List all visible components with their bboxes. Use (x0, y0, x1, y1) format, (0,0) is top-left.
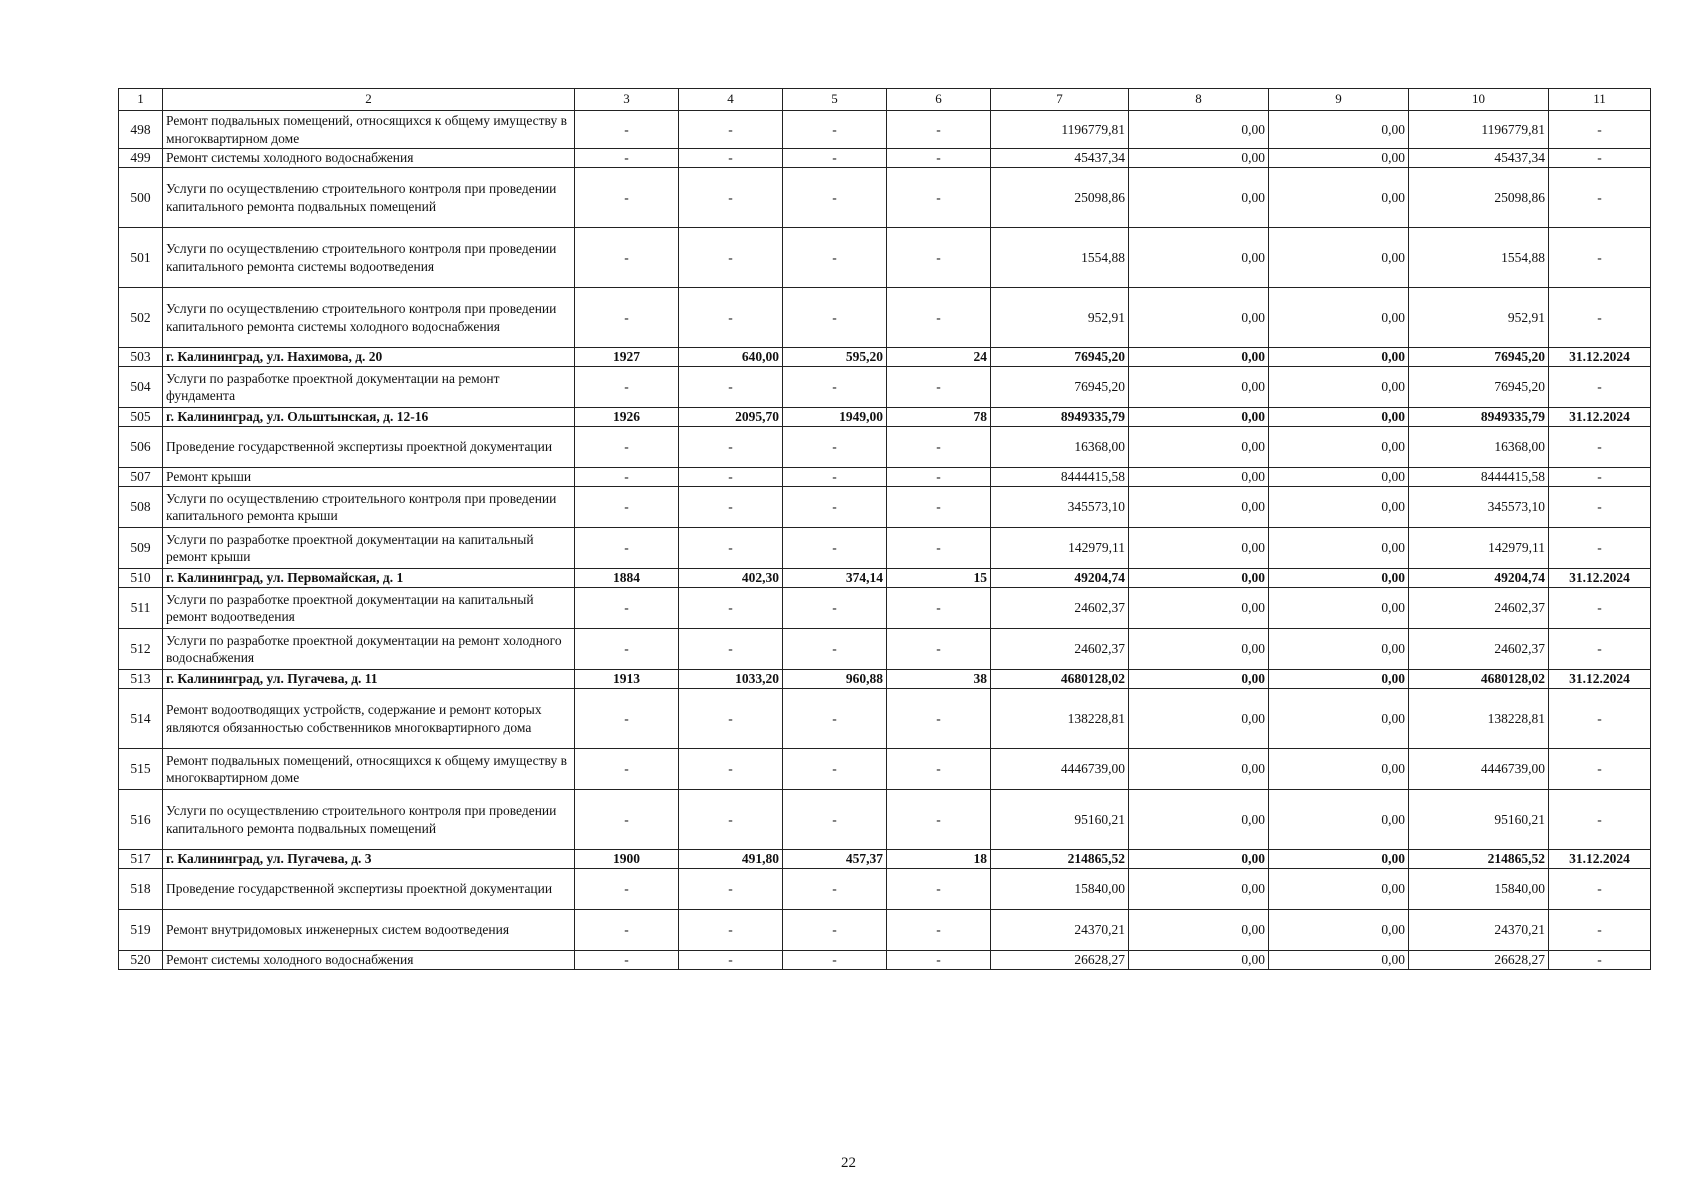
col6-value: - (887, 629, 991, 670)
col3-value: - (575, 111, 679, 149)
row-number: 519 (119, 910, 163, 951)
col3-value: - (575, 951, 679, 970)
col8-value: 0,00 (1129, 869, 1269, 910)
col8-value: 0,00 (1129, 367, 1269, 408)
table-row (119, 427, 1651, 468)
col9-value: 0,00 (1269, 288, 1409, 348)
col10-value: 95160,21 (1409, 790, 1549, 850)
col3-value: 1884 (575, 569, 679, 588)
col6-value: - (887, 689, 991, 749)
col6-value: - (887, 790, 991, 850)
row-number: 510 (119, 569, 163, 588)
col3-value: - (575, 910, 679, 951)
col6-value: - (887, 910, 991, 951)
col4-value: - (679, 427, 783, 468)
row-number: 498 (119, 111, 163, 149)
column-header: 9 (1269, 89, 1409, 111)
col6-value: - (887, 749, 991, 790)
col6-value: - (887, 951, 991, 970)
row-number: 509 (119, 528, 163, 569)
col10-value: 16368,00 (1409, 427, 1549, 468)
col4-value: - (679, 869, 783, 910)
col7-value: 24602,37 (991, 629, 1129, 670)
col10-value: 214865,52 (1409, 850, 1549, 869)
col7-value: 16368,00 (991, 427, 1129, 468)
col5-value: - (783, 588, 887, 629)
col7-value: 345573,10 (991, 487, 1129, 528)
table-row (119, 629, 1651, 670)
col8-value: 0,00 (1129, 408, 1269, 427)
col4-value: - (679, 111, 783, 149)
work-description: Проведение государственной экспертизы проектной документации (163, 427, 575, 468)
col6-value: 24 (887, 348, 991, 367)
col3-value: - (575, 288, 679, 348)
col10-value: 345573,10 (1409, 487, 1549, 528)
col6-value: - (887, 168, 991, 228)
col11-value: - (1549, 168, 1651, 228)
work-description: Услуги по разработке проектной документации на ремонт холодного водоснабжения (163, 629, 575, 670)
col9-value: 0,00 (1269, 588, 1409, 629)
col7-value: 15840,00 (991, 869, 1129, 910)
col4-value: - (679, 149, 783, 168)
row-number: 518 (119, 869, 163, 910)
col4-value: - (679, 468, 783, 487)
col4-value: - (679, 168, 783, 228)
col7-value: 4446739,00 (991, 749, 1129, 790)
col4-value: 402,30 (679, 569, 783, 588)
col10-value: 24602,37 (1409, 588, 1549, 629)
col4-value: - (679, 487, 783, 528)
column-header: 4 (679, 89, 783, 111)
table-row (119, 228, 1651, 288)
row-number: 500 (119, 168, 163, 228)
col11-value: - (1549, 588, 1651, 629)
col3-value: - (575, 228, 679, 288)
work-description: Ремонт подвальных помещений, относящихся к общему имуществу в многоквартирном доме (163, 749, 575, 790)
col9-value: 0,00 (1269, 168, 1409, 228)
col11-value: 31.12.2024 (1549, 348, 1651, 367)
col10-value: 49204,74 (1409, 569, 1549, 588)
col7-value: 214865,52 (991, 850, 1129, 869)
col6-value: - (887, 427, 991, 468)
col11-value: - (1549, 468, 1651, 487)
col11-value: - (1549, 111, 1651, 149)
col3-value: - (575, 869, 679, 910)
col6-value: - (887, 487, 991, 528)
col9-value: 0,00 (1269, 850, 1409, 869)
col5-value: 457,37 (783, 850, 887, 869)
col6-value: - (887, 468, 991, 487)
col3-value: - (575, 528, 679, 569)
col8-value: 0,00 (1129, 569, 1269, 588)
col9-value: 0,00 (1269, 569, 1409, 588)
work-description: г. Калининград, ул. Ольштынская, д. 12-16 (163, 408, 575, 427)
col11-value: - (1549, 288, 1651, 348)
col11-value: - (1549, 790, 1651, 850)
col6-value: - (887, 288, 991, 348)
address-row (119, 850, 1651, 869)
col5-value: 960,88 (783, 670, 887, 689)
col7-value: 45437,34 (991, 149, 1129, 168)
work-description: Услуги по осуществлению строительного контроля при проведении капитального ремонта крыши (163, 487, 575, 528)
col7-value: 8444415,58 (991, 468, 1129, 487)
col9-value: 0,00 (1269, 348, 1409, 367)
column-header: 11 (1549, 89, 1651, 111)
row-number: 507 (119, 468, 163, 487)
col9-value: 0,00 (1269, 111, 1409, 149)
col11-value: - (1549, 629, 1651, 670)
col4-value: 2095,70 (679, 408, 783, 427)
col3-value: - (575, 487, 679, 528)
col4-value: - (679, 228, 783, 288)
col9-value: 0,00 (1269, 228, 1409, 288)
col10-value: 952,91 (1409, 288, 1549, 348)
col5-value: - (783, 111, 887, 149)
row-number: 499 (119, 149, 163, 168)
col3-value: - (575, 749, 679, 790)
column-number-header-row (119, 89, 1651, 111)
col7-value: 76945,20 (991, 348, 1129, 367)
col9-value: 0,00 (1269, 468, 1409, 487)
col9-value: 0,00 (1269, 427, 1409, 468)
row-number: 504 (119, 367, 163, 408)
col11-value: - (1549, 228, 1651, 288)
col4-value: - (679, 790, 783, 850)
work-description: г. Калининград, ул. Пугачева, д. 11 (163, 670, 575, 689)
col7-value: 24370,21 (991, 910, 1129, 951)
col6-value: 18 (887, 850, 991, 869)
col8-value: 0,00 (1129, 111, 1269, 149)
row-number: 503 (119, 348, 163, 367)
col9-value: 0,00 (1269, 487, 1409, 528)
table-row (119, 869, 1651, 910)
col9-value: 0,00 (1269, 670, 1409, 689)
col9-value: 0,00 (1269, 629, 1409, 670)
col3-value: - (575, 689, 679, 749)
col11-value: - (1549, 689, 1651, 749)
col8-value: 0,00 (1129, 629, 1269, 670)
row-number: 515 (119, 749, 163, 790)
table-row (119, 689, 1651, 749)
col4-value: - (679, 528, 783, 569)
col3-value: - (575, 468, 679, 487)
col10-value: 25098,86 (1409, 168, 1549, 228)
col9-value: 0,00 (1269, 408, 1409, 427)
col4-value: - (679, 749, 783, 790)
col8-value: 0,00 (1129, 288, 1269, 348)
row-number: 514 (119, 689, 163, 749)
col10-value: 45437,34 (1409, 149, 1549, 168)
col5-value: - (783, 288, 887, 348)
column-header: 3 (575, 89, 679, 111)
col8-value: 0,00 (1129, 588, 1269, 629)
col9-value: 0,00 (1269, 790, 1409, 850)
col5-value: - (783, 228, 887, 288)
col6-value: 15 (887, 569, 991, 588)
col5-value: 374,14 (783, 569, 887, 588)
col8-value: 0,00 (1129, 468, 1269, 487)
col5-value: - (783, 468, 887, 487)
table-body (119, 89, 1651, 970)
column-header: 7 (991, 89, 1129, 111)
col11-value: - (1549, 427, 1651, 468)
row-number: 511 (119, 588, 163, 629)
col6-value: - (887, 111, 991, 149)
col6-value: - (887, 149, 991, 168)
col3-value: - (575, 588, 679, 629)
col9-value: 0,00 (1269, 689, 1409, 749)
column-header: 2 (163, 89, 575, 111)
col7-value: 49204,74 (991, 569, 1129, 588)
work-description: Услуги по разработке проектной документации на капитальный ремонт крыши (163, 528, 575, 569)
col8-value: 0,00 (1129, 951, 1269, 970)
col8-value: 0,00 (1129, 910, 1269, 951)
col4-value: - (679, 588, 783, 629)
col7-value: 1554,88 (991, 228, 1129, 288)
col4-value: - (679, 629, 783, 670)
col8-value: 0,00 (1129, 528, 1269, 569)
col10-value: 138228,81 (1409, 689, 1549, 749)
col5-value: - (783, 790, 887, 850)
col3-value: 1900 (575, 850, 679, 869)
work-description: г. Калининград, ул. Нахимова, д. 20 (163, 348, 575, 367)
col5-value: - (783, 910, 887, 951)
col8-value: 0,00 (1129, 670, 1269, 689)
work-description: Услуги по осуществлению строительного контроля при проведении капитального ремонта системы холодного водоснабжения (163, 288, 575, 348)
row-number: 506 (119, 427, 163, 468)
col11-value: 31.12.2024 (1549, 408, 1651, 427)
work-description: Ремонт водоотводящих устройств, содержание и ремонт которых являются обязанностью собственников многоквартирного дома (163, 689, 575, 749)
col4-value: - (679, 288, 783, 348)
table-row (119, 588, 1651, 629)
table-row (119, 790, 1651, 850)
work-description: Услуги по осуществлению строительного контроля при проведении капитального ремонта подвальных помещений (163, 168, 575, 228)
row-number: 512 (119, 629, 163, 670)
col5-value: - (783, 487, 887, 528)
work-description: г. Калининград, ул. Первомайская, д. 1 (163, 569, 575, 588)
col8-value: 0,00 (1129, 348, 1269, 367)
address-row (119, 348, 1651, 367)
col10-value: 76945,20 (1409, 348, 1549, 367)
col9-value: 0,00 (1269, 367, 1409, 408)
col10-value: 8949335,79 (1409, 408, 1549, 427)
col11-value: - (1549, 869, 1651, 910)
col3-value: 1913 (575, 670, 679, 689)
col6-value: - (887, 367, 991, 408)
col4-value: 491,80 (679, 850, 783, 869)
col10-value: 142979,11 (1409, 528, 1549, 569)
work-description: Услуги по осуществлению строительного контроля при проведении капитального ремонта системы водоотведения (163, 228, 575, 288)
col11-value: - (1549, 951, 1651, 970)
col11-value: - (1549, 910, 1651, 951)
col10-value: 26628,27 (1409, 951, 1549, 970)
address-row (119, 670, 1651, 689)
col4-value: - (679, 951, 783, 970)
col5-value: - (783, 168, 887, 228)
row-number: 520 (119, 951, 163, 970)
table-row (119, 367, 1651, 408)
col10-value: 8444415,58 (1409, 468, 1549, 487)
col10-value: 4680128,02 (1409, 670, 1549, 689)
col7-value: 4680128,02 (991, 670, 1129, 689)
col5-value: 1949,00 (783, 408, 887, 427)
col7-value: 76945,20 (991, 367, 1129, 408)
col7-value: 95160,21 (991, 790, 1129, 850)
col8-value: 0,00 (1129, 790, 1269, 850)
col5-value: - (783, 951, 887, 970)
col7-value: 24602,37 (991, 588, 1129, 629)
col11-value: - (1549, 367, 1651, 408)
col6-value: - (887, 528, 991, 569)
table-row (119, 111, 1651, 149)
col3-value: 1926 (575, 408, 679, 427)
col5-value: - (783, 869, 887, 910)
col7-value: 8949335,79 (991, 408, 1129, 427)
col10-value: 1196779,81 (1409, 111, 1549, 149)
table-row (119, 468, 1651, 487)
col5-value: - (783, 528, 887, 569)
col7-value: 142979,11 (991, 528, 1129, 569)
col3-value: - (575, 168, 679, 228)
col6-value: - (887, 869, 991, 910)
table-row (119, 528, 1651, 569)
col9-value: 0,00 (1269, 528, 1409, 569)
work-description: Проведение государственной экспертизы проектной документации (163, 869, 575, 910)
column-header: 10 (1409, 89, 1549, 111)
col9-value: 0,00 (1269, 749, 1409, 790)
address-row (119, 408, 1651, 427)
column-header: 1 (119, 89, 163, 111)
col11-value: - (1549, 149, 1651, 168)
col9-value: 0,00 (1269, 951, 1409, 970)
col6-value: - (887, 228, 991, 288)
work-description: Ремонт системы холодного водоснабжения (163, 149, 575, 168)
col11-value: 31.12.2024 (1549, 850, 1651, 869)
col11-value: - (1549, 749, 1651, 790)
row-number: 505 (119, 408, 163, 427)
work-description: Услуги по разработке проектной документации на ремонт фундамента (163, 367, 575, 408)
column-header: 6 (887, 89, 991, 111)
col8-value: 0,00 (1129, 689, 1269, 749)
row-number: 513 (119, 670, 163, 689)
work-description: Ремонт крыши (163, 468, 575, 487)
table-row (119, 487, 1651, 528)
col8-value: 0,00 (1129, 228, 1269, 288)
col8-value: 0,00 (1129, 850, 1269, 869)
col5-value: - (783, 427, 887, 468)
col7-value: 25098,86 (991, 168, 1129, 228)
row-number: 501 (119, 228, 163, 288)
col6-value: - (887, 588, 991, 629)
col11-value: - (1549, 487, 1651, 528)
work-description: Ремонт подвальных помещений, относящихся к общему имуществу в многоквартирном доме (163, 111, 575, 149)
col10-value: 4446739,00 (1409, 749, 1549, 790)
col3-value: - (575, 149, 679, 168)
col8-value: 0,00 (1129, 149, 1269, 168)
col7-value: 26628,27 (991, 951, 1129, 970)
table-row (119, 288, 1651, 348)
col9-value: 0,00 (1269, 869, 1409, 910)
col5-value: - (783, 367, 887, 408)
work-description: Ремонт внутридомовых инженерных систем водоотведения (163, 910, 575, 951)
col4-value: - (679, 689, 783, 749)
col5-value: - (783, 749, 887, 790)
col11-value: 31.12.2024 (1549, 569, 1651, 588)
table-row (119, 749, 1651, 790)
col4-value: - (679, 910, 783, 951)
col7-value: 138228,81 (991, 689, 1129, 749)
work-description: г. Калининград, ул. Пугачева, д. 3 (163, 850, 575, 869)
col5-value: - (783, 629, 887, 670)
col10-value: 76945,20 (1409, 367, 1549, 408)
column-header: 5 (783, 89, 887, 111)
work-description: Услуги по разработке проектной документации на капитальный ремонт водоотведения (163, 588, 575, 629)
col10-value: 15840,00 (1409, 869, 1549, 910)
col11-value: - (1549, 528, 1651, 569)
col10-value: 1554,88 (1409, 228, 1549, 288)
col8-value: 0,00 (1129, 749, 1269, 790)
row-number: 502 (119, 288, 163, 348)
row-number: 516 (119, 790, 163, 850)
col4-value: 1033,20 (679, 670, 783, 689)
col10-value: 24370,21 (1409, 910, 1549, 951)
page-number: 22 (841, 1155, 856, 1171)
col3-value: - (575, 629, 679, 670)
col5-value: - (783, 689, 887, 749)
table-row (119, 149, 1651, 168)
col5-value: 595,20 (783, 348, 887, 367)
repair-program-table (118, 88, 1651, 970)
col3-value: - (575, 427, 679, 468)
row-number: 508 (119, 487, 163, 528)
column-header: 8 (1129, 89, 1269, 111)
col8-value: 0,00 (1129, 427, 1269, 468)
row-number: 517 (119, 850, 163, 869)
work-description: Ремонт системы холодного водоснабжения (163, 951, 575, 970)
col10-value: 24602,37 (1409, 629, 1549, 670)
col8-value: 0,00 (1129, 168, 1269, 228)
table-row (119, 910, 1651, 951)
table-row (119, 168, 1651, 228)
col9-value: 0,00 (1269, 149, 1409, 168)
col11-value: 31.12.2024 (1549, 670, 1651, 689)
col7-value: 1196779,81 (991, 111, 1129, 149)
col3-value: 1927 (575, 348, 679, 367)
col4-value: - (679, 367, 783, 408)
table-row (119, 951, 1651, 970)
col7-value: 952,91 (991, 288, 1129, 348)
address-row (119, 569, 1651, 588)
col3-value: - (575, 367, 679, 408)
col6-value: 38 (887, 670, 991, 689)
col6-value: 78 (887, 408, 991, 427)
col9-value: 0,00 (1269, 910, 1409, 951)
col4-value: 640,00 (679, 348, 783, 367)
col5-value: - (783, 149, 887, 168)
work-description: Услуги по осуществлению строительного контроля при проведении капитального ремонта подвальных помещений (163, 790, 575, 850)
col3-value: - (575, 790, 679, 850)
col8-value: 0,00 (1129, 487, 1269, 528)
